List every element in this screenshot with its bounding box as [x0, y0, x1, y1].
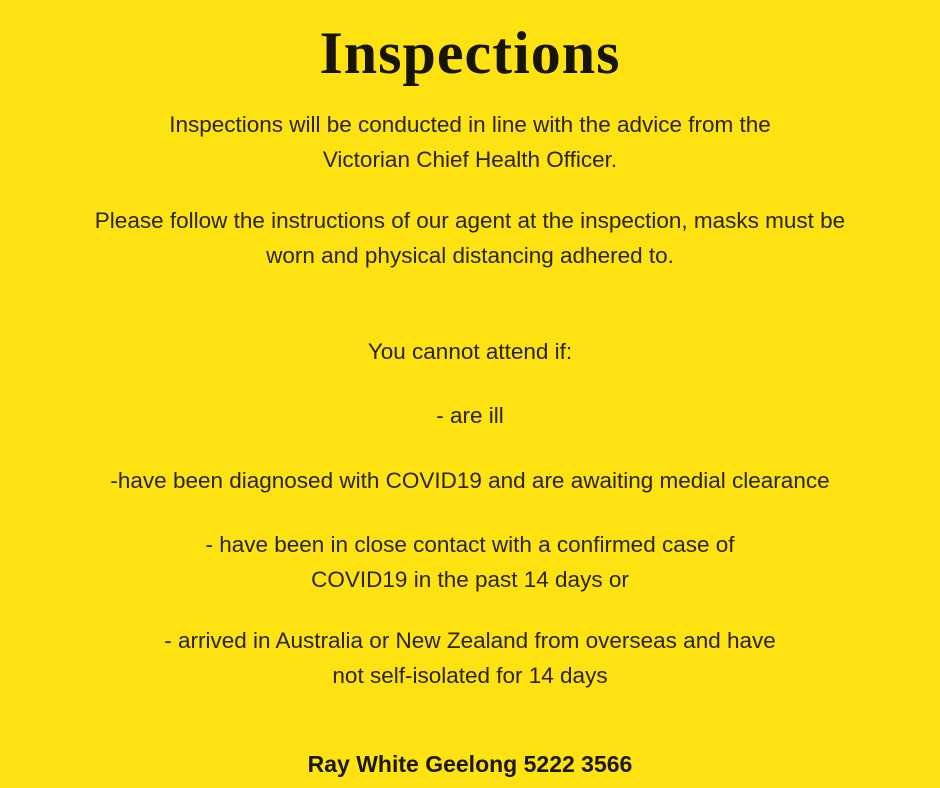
condition-line: -have been diagnosed with COVID19 and are awaiting medial clearance: [110, 468, 830, 493]
instructions-line-2: worn and physical distancing adhered to.: [266, 243, 674, 268]
condition-line: - arrived in Australia or New Zealand from overseas and have: [164, 628, 776, 653]
condition-are-ill: [0, 398, 940, 433]
attendance-heading-text: You cannot attend if:: [367, 339, 573, 364]
intro-line-1: Inspections will be conducted in line with the advice from the: [169, 112, 771, 137]
instructions-paragraph: [0, 203, 940, 273]
intro-paragraph: [0, 107, 940, 177]
condition-close-contact: [0, 527, 940, 597]
poster-title: Inspections: [319, 20, 621, 86]
condition-line: - have been in close contact with a confirmed case of: [205, 532, 735, 557]
footer-contact-text: Ray White Geelong 5222 3566: [307, 751, 633, 777]
instructions-line-1: Please follow the instructions of our agent at the inspection, masks must be: [94, 208, 846, 233]
condition-arrived-overseas: [0, 623, 940, 693]
attendance-heading: [0, 334, 940, 369]
condition-line: not self-isolated for 14 days: [332, 663, 608, 688]
intro-line-2: Victorian Chief Health Officer.: [322, 147, 618, 172]
footer-contact: [0, 751, 940, 778]
condition-diagnosed: [0, 463, 940, 498]
condition-line: - are ill: [436, 403, 504, 428]
condition-line: COVID19 in the past 14 days or: [311, 567, 629, 592]
